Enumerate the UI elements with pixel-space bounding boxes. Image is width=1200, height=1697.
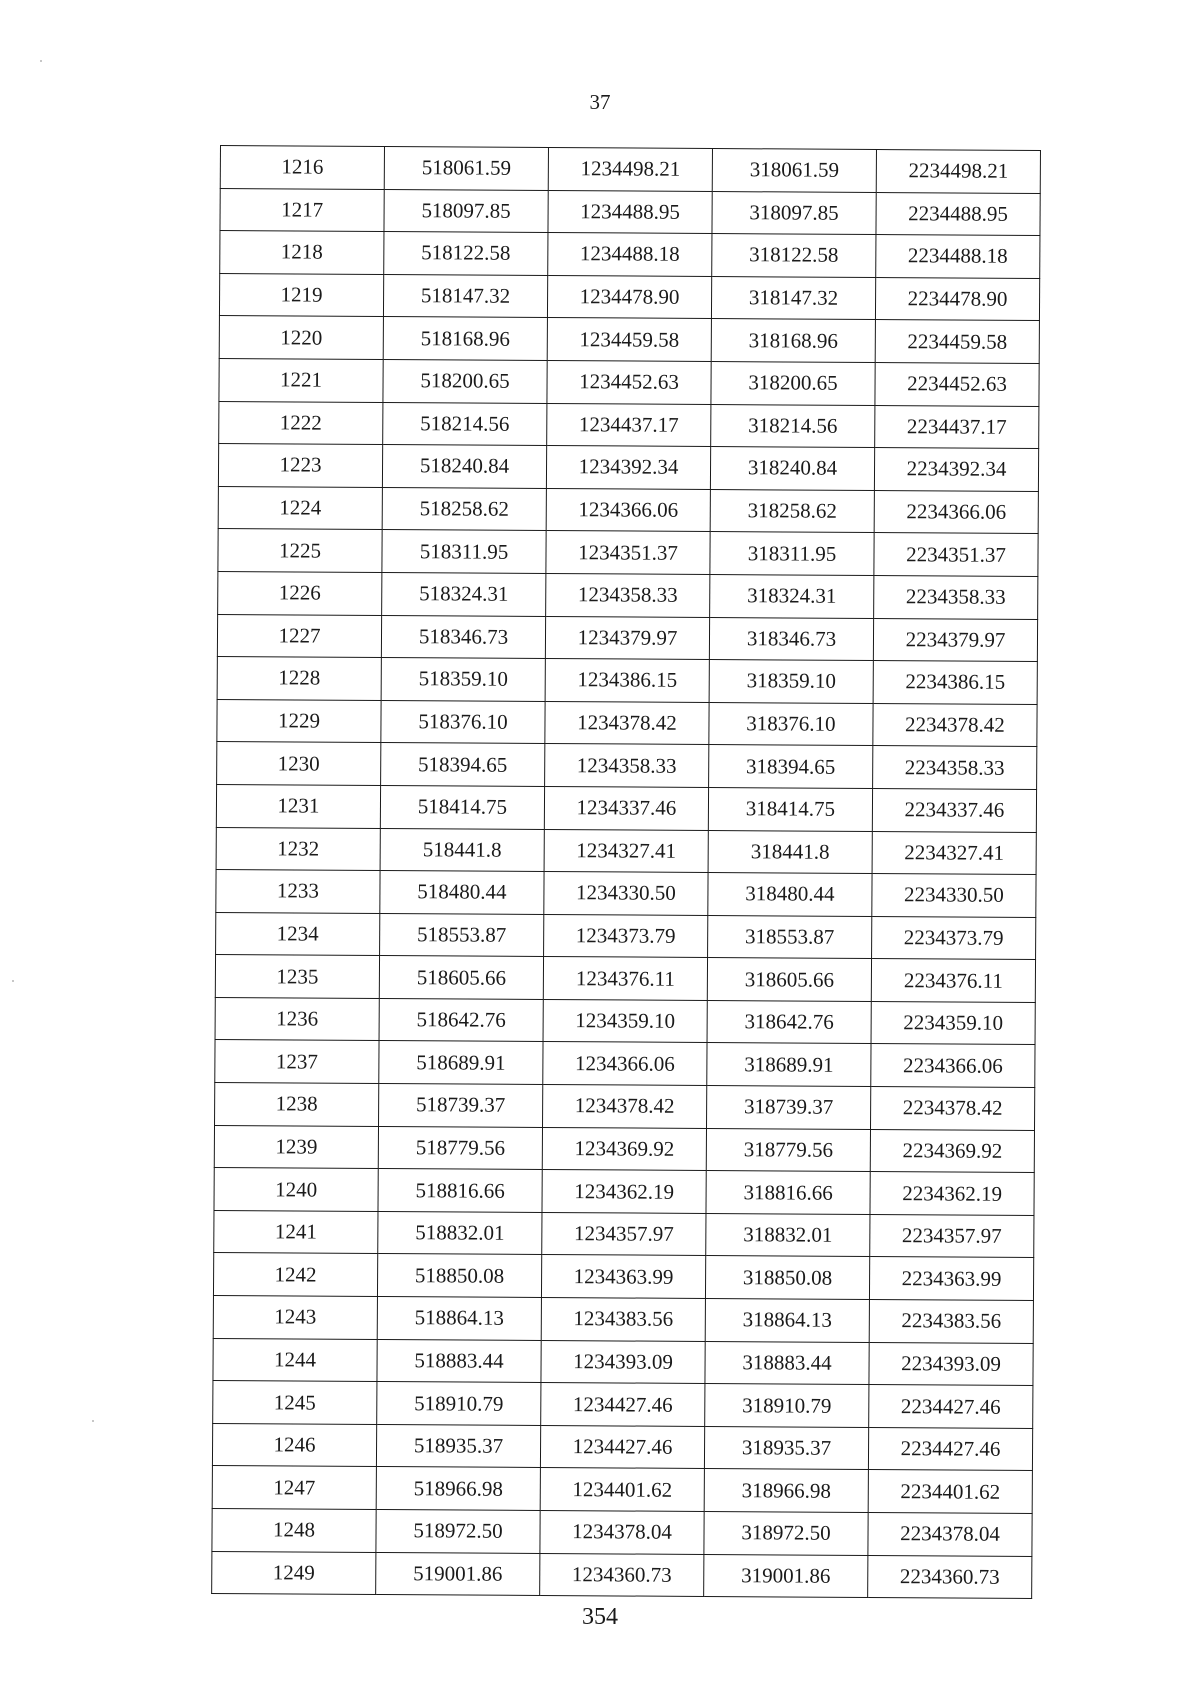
point-number-cell: 1229: [217, 699, 381, 743]
x2-coordinate-cell: 318122.58: [712, 234, 876, 278]
y2-coordinate-cell: 2234393.09: [869, 1342, 1033, 1386]
y-coordinate-cell: 1234452.63: [547, 360, 711, 404]
point-number-cell: 1247: [212, 1466, 376, 1510]
point-number-cell: 1220: [219, 316, 383, 360]
y2-coordinate-cell: 2234452.63: [875, 362, 1039, 406]
x2-coordinate-cell: 318480.44: [708, 873, 872, 917]
x-coordinate-cell: 519001.86: [376, 1552, 540, 1596]
x-coordinate-cell: 518311.95: [382, 530, 546, 574]
point-number-cell: 1236: [215, 997, 379, 1041]
y2-coordinate-cell: 2234383.56: [869, 1300, 1033, 1344]
table-row: [213, 1381, 1033, 1429]
x2-coordinate-cell: 318394.65: [709, 745, 873, 789]
y-coordinate-cell: 1234357.97: [542, 1212, 706, 1256]
y-coordinate-cell: 1234427.46: [541, 1383, 705, 1427]
point-number-cell: 1225: [218, 529, 382, 573]
table-row: [218, 571, 1038, 619]
x-coordinate-cell: 518864.13: [377, 1297, 541, 1341]
x-coordinate-cell: 518832.01: [378, 1211, 542, 1255]
x2-coordinate-cell: 318910.79: [705, 1384, 869, 1428]
x2-coordinate-cell: 318739.37: [707, 1086, 871, 1130]
table-row: [219, 401, 1039, 449]
x2-coordinate-cell: 318553.87: [708, 915, 872, 959]
point-number-cell: 1245: [213, 1381, 377, 1425]
table-row: [213, 1296, 1033, 1344]
x2-coordinate-cell: 318097.85: [712, 191, 876, 235]
table-row: [216, 912, 1036, 960]
x-coordinate-cell: 518359.10: [381, 658, 545, 702]
x2-coordinate-cell: 318147.32: [711, 276, 875, 320]
x-coordinate-cell: 518122.58: [384, 232, 548, 276]
x-coordinate-cell: 518394.65: [381, 743, 545, 787]
x2-coordinate-cell: 318605.66: [707, 958, 871, 1002]
x2-coordinate-cell: 319001.86: [704, 1554, 868, 1598]
table-row: [213, 1338, 1033, 1386]
table-row: [218, 486, 1038, 534]
table-row: [220, 188, 1040, 236]
table-row: [217, 742, 1037, 790]
x-coordinate-cell: 518061.59: [384, 147, 548, 191]
y-coordinate-cell: 1234373.79: [544, 914, 708, 958]
x2-coordinate-cell: 318816.66: [706, 1171, 870, 1215]
x2-coordinate-cell: 318414.75: [708, 787, 872, 831]
x-coordinate-cell: 518414.75: [380, 785, 544, 829]
y2-coordinate-cell: 2234437.17: [875, 405, 1039, 449]
point-number-cell: 1248: [212, 1508, 376, 1552]
y-coordinate-cell: 1234378.42: [545, 701, 709, 745]
x2-coordinate-cell: 318240.84: [710, 447, 874, 491]
y2-coordinate-cell: 2234337.46: [872, 788, 1036, 832]
y2-coordinate-cell: 2234488.95: [876, 192, 1040, 236]
x2-coordinate-cell: 318689.91: [707, 1043, 871, 1087]
point-number-cell: 1226: [218, 571, 382, 615]
table-row: [216, 784, 1036, 832]
x-coordinate-cell: 518441.8: [380, 828, 544, 872]
scan-speck: [12, 980, 14, 982]
table-row: [218, 529, 1038, 577]
y-coordinate-cell: 1234383.56: [541, 1298, 705, 1342]
table-row: [215, 955, 1035, 1003]
x2-coordinate-cell: 318168.96: [711, 319, 875, 363]
table-row: [212, 1423, 1032, 1471]
y2-coordinate-cell: 2234459.58: [875, 320, 1039, 364]
y2-coordinate-cell: 2234363.99: [869, 1257, 1033, 1301]
y2-coordinate-cell: 2234401.62: [868, 1470, 1032, 1514]
y2-coordinate-cell: 2234351.37: [874, 533, 1038, 577]
y2-coordinate-cell: 2234357.97: [870, 1214, 1034, 1258]
x2-coordinate-cell: 318832.01: [706, 1213, 870, 1257]
y2-coordinate-cell: 2234362.19: [870, 1172, 1034, 1216]
table-row: [212, 1466, 1032, 1514]
x2-coordinate-cell: 318966.98: [704, 1469, 868, 1513]
table-row: [214, 1210, 1034, 1258]
point-number-cell: 1249: [212, 1551, 376, 1595]
y2-coordinate-cell: 2234358.33: [873, 746, 1037, 790]
table-row: [218, 444, 1038, 492]
x2-coordinate-cell: 318200.65: [711, 361, 875, 405]
x-coordinate-cell: 518324.31: [382, 572, 546, 616]
table-row: [219, 316, 1039, 364]
x2-coordinate-cell: 318441.8: [708, 830, 872, 874]
x-coordinate-cell: 518346.73: [381, 615, 545, 659]
point-number-cell: 1232: [216, 827, 380, 871]
y-coordinate-cell: 1234363.99: [541, 1255, 705, 1299]
x-coordinate-cell: 518816.66: [378, 1169, 542, 1213]
y2-coordinate-cell: 2234373.79: [872, 916, 1036, 960]
x2-coordinate-cell: 318779.56: [706, 1128, 870, 1172]
point-number-cell: 1230: [217, 742, 381, 786]
table-row: [215, 1040, 1035, 1088]
x2-coordinate-cell: 318346.73: [709, 617, 873, 661]
x2-coordinate-cell: 318642.76: [707, 1000, 871, 1044]
table-row: [217, 699, 1037, 747]
x2-coordinate-cell: 318935.37: [704, 1426, 868, 1470]
table-row: [217, 657, 1037, 705]
table-row: [219, 358, 1039, 406]
y-coordinate-cell: 1234359.10: [543, 999, 707, 1043]
x2-coordinate-cell: 318850.08: [705, 1256, 869, 1300]
y-coordinate-cell: 1234369.92: [542, 1127, 706, 1171]
point-number-cell: 1219: [219, 273, 383, 317]
table-row: [215, 997, 1035, 1045]
y-coordinate-cell: 1234498.21: [548, 148, 712, 192]
y-coordinate-cell: 1234488.95: [548, 190, 712, 234]
x-coordinate-cell: 518200.65: [383, 359, 547, 403]
table-row: [220, 231, 1040, 279]
y2-coordinate-cell: 2234478.90: [875, 277, 1039, 321]
table-row: [214, 1168, 1034, 1216]
point-number-cell: 1239: [214, 1125, 378, 1169]
point-number-cell: 1221: [219, 358, 383, 402]
x-coordinate-cell: 518168.96: [383, 317, 547, 361]
y2-coordinate-cell: 2234378.04: [868, 1512, 1032, 1556]
y-coordinate-cell: 1234378.42: [543, 1085, 707, 1129]
table-row: [216, 827, 1036, 875]
y-coordinate-cell: 1234386.15: [545, 659, 709, 703]
x2-coordinate-cell: 318359.10: [709, 660, 873, 704]
y2-coordinate-cell: 2234376.11: [871, 959, 1035, 1003]
x2-coordinate-cell: 318972.50: [704, 1511, 868, 1555]
point-number-cell: 1243: [213, 1296, 377, 1340]
point-number-cell: 1224: [218, 486, 382, 530]
y2-coordinate-cell: 2234360.73: [868, 1555, 1032, 1599]
y-coordinate-cell: 1234358.33: [546, 573, 710, 617]
table-row: [213, 1253, 1033, 1301]
y-coordinate-cell: 1234337.46: [544, 786, 708, 830]
y2-coordinate-cell: 2234427.46: [869, 1385, 1033, 1429]
y-coordinate-cell: 1234478.90: [547, 275, 711, 319]
x-coordinate-cell: 518097.85: [384, 189, 548, 233]
scan-speck: [92, 1420, 94, 1422]
y2-coordinate-cell: 2234358.33: [874, 575, 1038, 619]
point-number-cell: 1217: [220, 188, 384, 232]
x-coordinate-cell: 518214.56: [383, 402, 547, 446]
y-coordinate-cell: 1234488.18: [548, 233, 712, 277]
point-number-cell: 1237: [215, 1040, 379, 1084]
page-number-bottom: 354: [582, 1604, 618, 1630]
y2-coordinate-cell: 2234379.97: [873, 618, 1037, 662]
y-coordinate-cell: 1234437.17: [547, 403, 711, 447]
page-number-top: 37: [589, 90, 611, 114]
y-coordinate-cell: 1234379.97: [545, 616, 709, 660]
table-row: [214, 1125, 1034, 1173]
x-coordinate-cell: 518850.08: [377, 1254, 541, 1298]
x-coordinate-cell: 518689.91: [379, 1041, 543, 1085]
x2-coordinate-cell: 318311.95: [710, 532, 874, 576]
y2-coordinate-cell: 2234369.92: [870, 1129, 1034, 1173]
y-coordinate-cell: 1234378.04: [540, 1510, 704, 1554]
y2-coordinate-cell: 2234392.34: [874, 448, 1038, 492]
y-coordinate-cell: 1234427.46: [540, 1425, 704, 1469]
x2-coordinate-cell: 318324.31: [710, 574, 874, 618]
x-coordinate-cell: 518935.37: [376, 1424, 540, 1468]
table-row: [215, 1083, 1035, 1131]
point-number-cell: 1223: [218, 444, 382, 488]
y-coordinate-cell: 1234351.37: [546, 531, 710, 575]
y-coordinate-cell: 1234360.73: [540, 1553, 704, 1597]
x-coordinate-cell: 518739.37: [379, 1084, 543, 1128]
y2-coordinate-cell: 2234330.50: [872, 874, 1036, 918]
point-number-cell: 1222: [219, 401, 383, 445]
y2-coordinate-cell: 2234427.46: [868, 1427, 1032, 1471]
point-number-cell: 1240: [214, 1168, 378, 1212]
point-number-cell: 1233: [216, 870, 380, 914]
point-number-cell: 1238: [215, 1083, 379, 1127]
x-coordinate-cell: 518240.84: [382, 445, 546, 489]
x2-coordinate-cell: 318258.62: [710, 489, 874, 533]
y-coordinate-cell: 1234459.58: [547, 318, 711, 362]
y-coordinate-cell: 1234366.06: [546, 488, 710, 532]
x-coordinate-cell: 518642.76: [379, 998, 543, 1042]
x2-coordinate-cell: 318864.13: [705, 1299, 869, 1343]
y-coordinate-cell: 1234366.06: [543, 1042, 707, 1086]
y2-coordinate-cell: 2234366.06: [871, 1044, 1035, 1088]
y2-coordinate-cell: 2234359.10: [871, 1001, 1035, 1045]
point-number-cell: 1242: [213, 1253, 377, 1297]
table-row: [219, 273, 1039, 321]
table-row: [212, 1551, 1032, 1599]
x-coordinate-cell: 518147.32: [383, 274, 547, 318]
point-number-cell: 1234: [216, 912, 380, 956]
table-row: [216, 870, 1036, 918]
x2-coordinate-cell: 318883.44: [705, 1341, 869, 1385]
y2-coordinate-cell: 2234488.18: [876, 235, 1040, 279]
y2-coordinate-cell: 2234378.42: [873, 703, 1037, 747]
point-number-cell: 1244: [213, 1338, 377, 1382]
point-number-cell: 1241: [214, 1210, 378, 1254]
x-coordinate-cell: 518376.10: [381, 700, 545, 744]
y2-coordinate-cell: 2234327.41: [872, 831, 1036, 875]
y2-coordinate-cell: 2234498.21: [876, 150, 1040, 194]
table-row: [217, 614, 1037, 662]
point-number-cell: 1216: [220, 146, 384, 190]
y-coordinate-cell: 1234358.33: [545, 744, 709, 788]
y-coordinate-cell: 1234330.50: [544, 872, 708, 916]
y2-coordinate-cell: 2234386.15: [873, 661, 1037, 705]
y-coordinate-cell: 1234376.11: [543, 957, 707, 1001]
point-number-cell: 1235: [215, 955, 379, 999]
point-number-cell: 1231: [216, 784, 380, 828]
y-coordinate-cell: 1234401.62: [540, 1468, 704, 1512]
x-coordinate-cell: 518258.62: [382, 487, 546, 531]
coordinate-table: [211, 145, 1041, 1599]
x-coordinate-cell: 518480.44: [380, 871, 544, 915]
x-coordinate-cell: 518779.56: [378, 1126, 542, 1170]
x2-coordinate-cell: 318061.59: [712, 149, 876, 193]
point-number-cell: 1246: [212, 1423, 376, 1467]
scan-speck: [40, 60, 42, 62]
x-coordinate-cell: 518966.98: [376, 1467, 540, 1511]
y-coordinate-cell: 1234392.34: [546, 446, 710, 490]
point-number-cell: 1228: [217, 657, 381, 701]
point-number-cell: 1227: [217, 614, 381, 658]
y-coordinate-cell: 1234393.09: [541, 1340, 705, 1384]
x-coordinate-cell: 518972.50: [376, 1509, 540, 1553]
x2-coordinate-cell: 318214.56: [711, 404, 875, 448]
point-number-cell: 1218: [220, 231, 384, 275]
x-coordinate-cell: 518910.79: [377, 1382, 541, 1426]
table-row: [220, 146, 1040, 194]
y-coordinate-cell: 1234327.41: [544, 829, 708, 873]
x-coordinate-cell: 518883.44: [377, 1339, 541, 1383]
x2-coordinate-cell: 318376.10: [709, 702, 873, 746]
x-coordinate-cell: 518553.87: [380, 913, 544, 957]
coordinate-table-body: [212, 146, 1041, 1599]
y2-coordinate-cell: 2234378.42: [871, 1087, 1035, 1131]
x-coordinate-cell: 518605.66: [379, 956, 543, 1000]
y2-coordinate-cell: 2234366.06: [874, 490, 1038, 534]
y-coordinate-cell: 1234362.19: [542, 1170, 706, 1214]
table-row: [212, 1508, 1032, 1556]
